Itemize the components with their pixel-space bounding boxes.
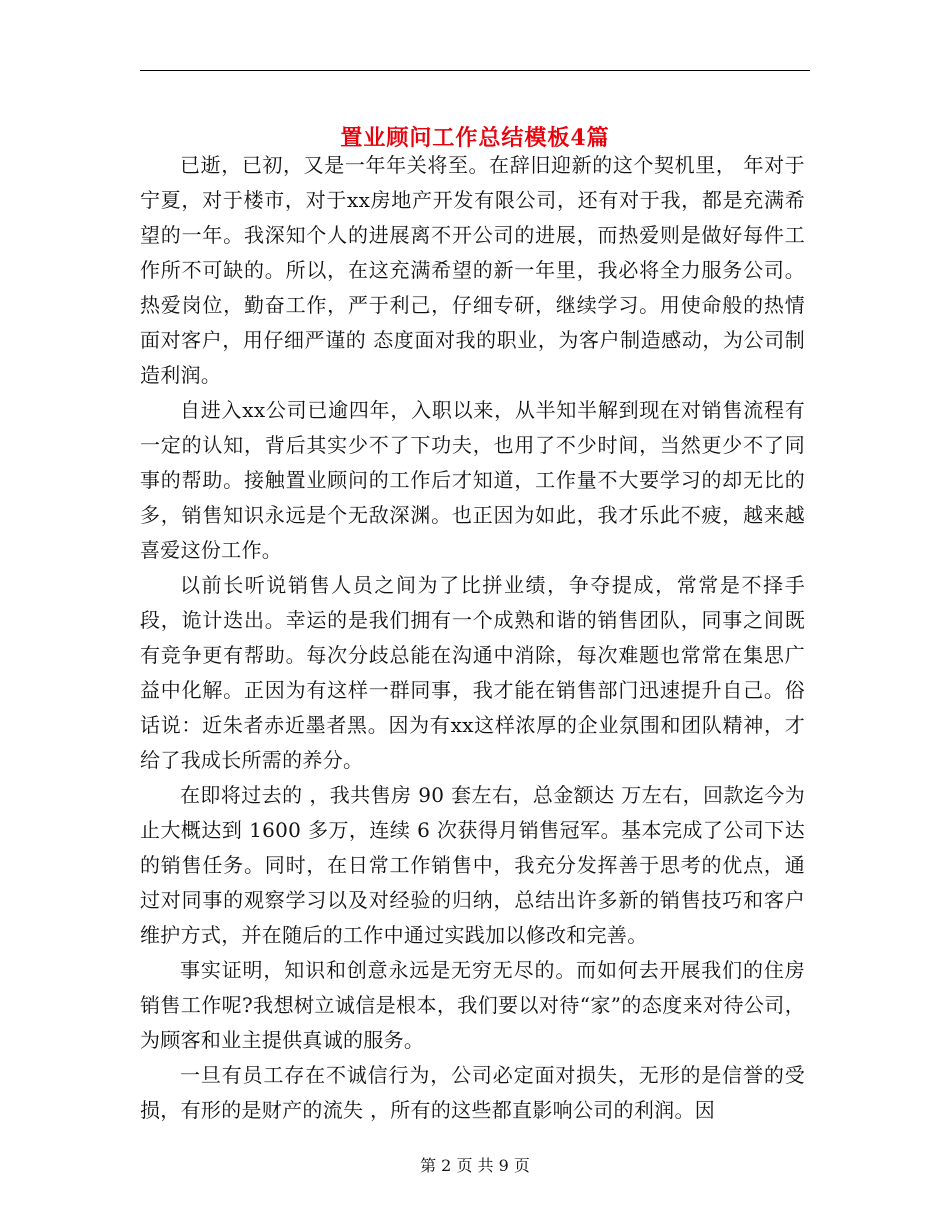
document-body: [140, 148, 805, 1128]
paragraph-1: 已逝，已初，又是一年年关将至。在辞旧迎新的这个契机里， 年对于宁夏，对于楼市，对于xx房地产开发有限公司，还有对于我，都是充满希望的一年。我深知个人的进展离不开公司的进展，而热爱则是做好每件工作所不可缺的。所以，在这充满希望的新一年里，我必将全力服务公司。热爱岗位，勤奋工作，严于利己，仔细专研，继续学习。用使命般的热情面对客户，用仔细严谨的 态度面对我的职业，为客户制造感动，为公司制造利润。: [140, 153, 805, 387]
page-footer: 第 2 页 共 9 页: [420, 1156, 530, 1175]
paragraph-4: 在即将过去的 ，我共售房 90 套左右，总金额达 万左右，回款迄今为止大概达到 1600 多万，连续 6 次获得月销售冠军。基本完成了公司下达的销售任务。同时，在日常工作销售中，我充分发挥善于思考的优点，通过对同事的观察学习以及对经验的归纳，总结出许多新的销售技巧和客户维护方式，并在随后的工作中通过实践加以修改和完善。: [140, 783, 805, 947]
paragraph-5: 事实证明，知识和创意永远是无穷无尽的。而如何去开展我们的住房销售工作呢?我想树立诚信是根本，我们要以对待“家”的态度来对待公司，为顾客和业主提供真诚的服务。: [140, 958, 805, 1052]
paragraph-6: 一旦有员工存在不诚信行为，公司必定面对损失，无形的是信誉的受损，有形的是财产的流失 ，所有的这些都直影响公司的利润。因: [140, 1063, 805, 1122]
header-rule: [140, 70, 810, 71]
paragraph-3: 以前长听说销售人员之间为了比拼业绩，争夺提成，常常是不择手段，诡计迭出。幸运的是我们拥有一个成熟和谐的销售团队，同事之间既有竞争更有帮助。每次分歧总能在沟通中消除，每次难题也常常在集思广益中化解。正因为有这样一群同事，我才能在销售部门迅速提升自己。俗话说：近朱者赤近墨者黑。因为有xx这样浓厚的企业氛围和团队精神，才给了我成长所需的养分。: [140, 573, 805, 772]
paragraph-2: 自进入xx公司已逾四年，入职以来，从半知半解到现在对销售流程有一定的认知，背后其实少不了下功夫，也用了不少时间，当然更少不了同事的帮助。接触置业顾问的工作后才知道，工作量不大要学习的却无比的多，销售知识永远是个无敌深渊。也正因为如此，我才乐此不疲，越来越喜爱这份工作。: [140, 398, 805, 562]
document-title: 置业顾问工作总结模板4篇: [340, 124, 610, 151]
